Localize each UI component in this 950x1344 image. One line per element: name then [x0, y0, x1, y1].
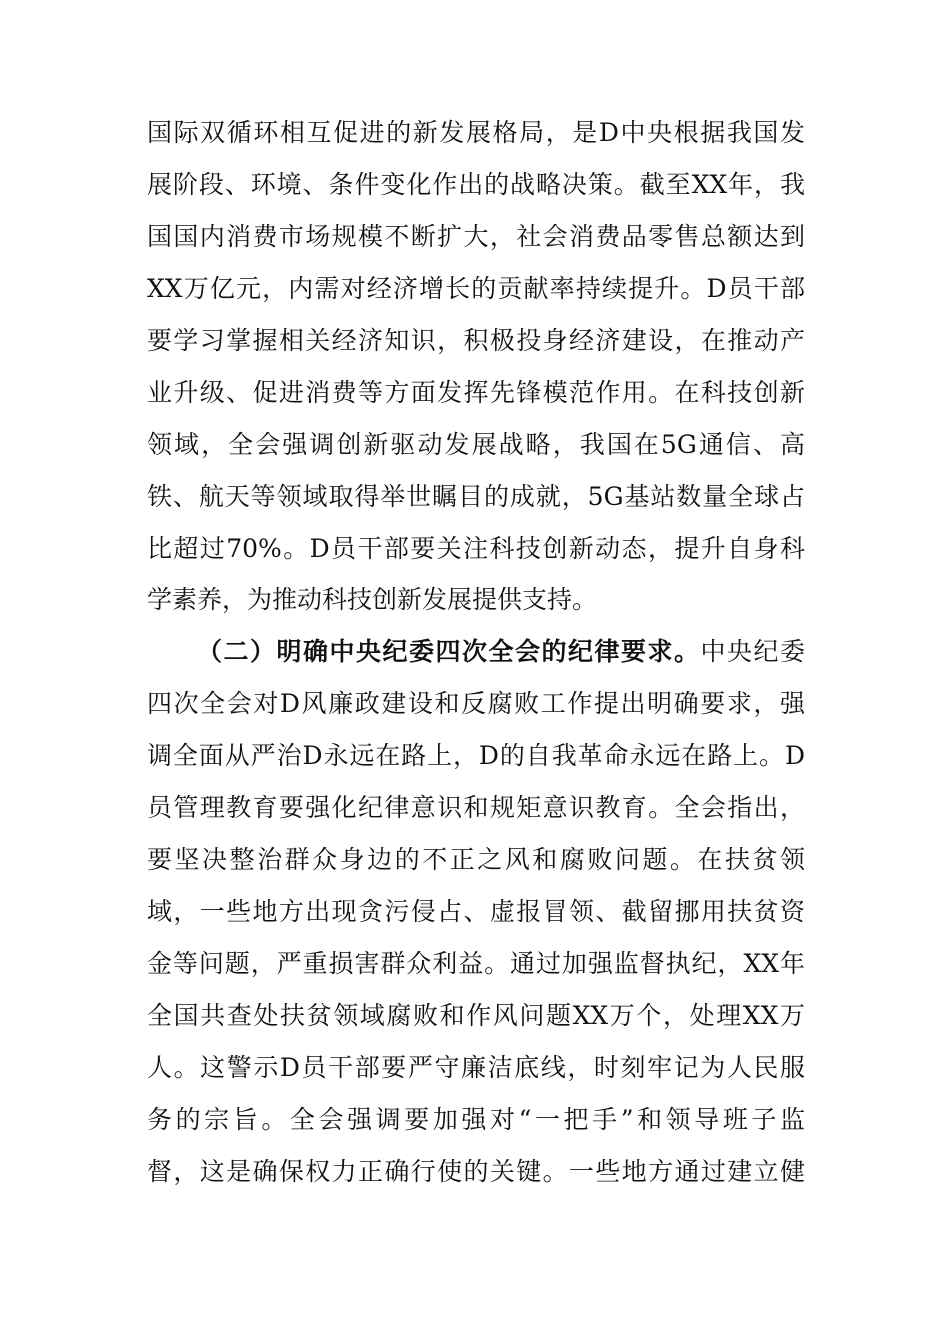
- heading-continuation: 中央纪委: [700, 637, 805, 667]
- text-line: 员管理教育要强化纪律意识和规矩意识教育。全会指出，: [147, 793, 805, 823]
- text-line: 务的宗旨。全会强调要加强对“一把手”和领导班子监: [147, 1104, 805, 1134]
- document-body: [147, 107, 805, 1198]
- section-heading: （二）明确中央纪委四次全会的纪律要求。: [197, 637, 701, 667]
- text-line: 域，一些地方出现贪污侵占、虚报冒领、截留挪用扶贫资: [147, 897, 805, 927]
- text-line: 领域，全会强调创新驱动发展战略，我国在5G通信、高: [147, 429, 805, 459]
- text-line: 督，这是确保权力正确行使的关键。一些地方通过建立健: [147, 1156, 805, 1186]
- text-line: 国际双循环相互促进的新发展格局，是D中央根据我国发: [147, 118, 805, 147]
- text-line: 比超过70%。D员干部要关注科技创新动态，提升自身科: [147, 533, 805, 563]
- text-line: 业升级、促进消费等方面发挥先锋模范作用。在科技创新: [147, 377, 805, 407]
- text-line: 国国内消费市场规模不断扩大，社会消费品零售总额达到: [147, 221, 805, 251]
- text-line: 调全面从严治D永远在路上，D的自我革命永远在路上。D: [147, 741, 805, 771]
- text-line: XX万亿元，内需对经济增长的贡献率持续提升。D员干部: [147, 273, 805, 303]
- paragraph-economy-tech: [147, 107, 805, 626]
- paragraph-discipline: [147, 626, 805, 1197]
- text-line: 要学习掌握相关经济知识，积极投身经济建设，在推动产: [147, 325, 805, 355]
- section-heading-line: [147, 626, 805, 678]
- text-line: 铁、航天等领域取得举世瞩目的成就，5G基站数量全球占: [147, 481, 805, 511]
- text-line: 金等问题，严重损害群众利益。通过加强监督执纪，XX年: [147, 949, 805, 978]
- text-line: 全国共查处扶贫领域腐败和作风问题XX万个，处理XX万: [147, 1000, 805, 1030]
- text-line: 学素养，为推动科技创新发展提供支持。: [147, 585, 598, 615]
- text-line: 人。这警示D员干部要严守廉洁底线，时刻牢记为人民服: [147, 1052, 805, 1082]
- text-line: 展阶段、环境、条件变化作出的战略决策。截至XX年，我: [147, 169, 805, 199]
- text-line: 要坚决整治群众身边的不正之风和腐败问题。在扶贫领: [147, 845, 805, 875]
- text-line: 四次全会对D风廉政建设和反腐败工作提出明确要求，强: [147, 689, 805, 719]
